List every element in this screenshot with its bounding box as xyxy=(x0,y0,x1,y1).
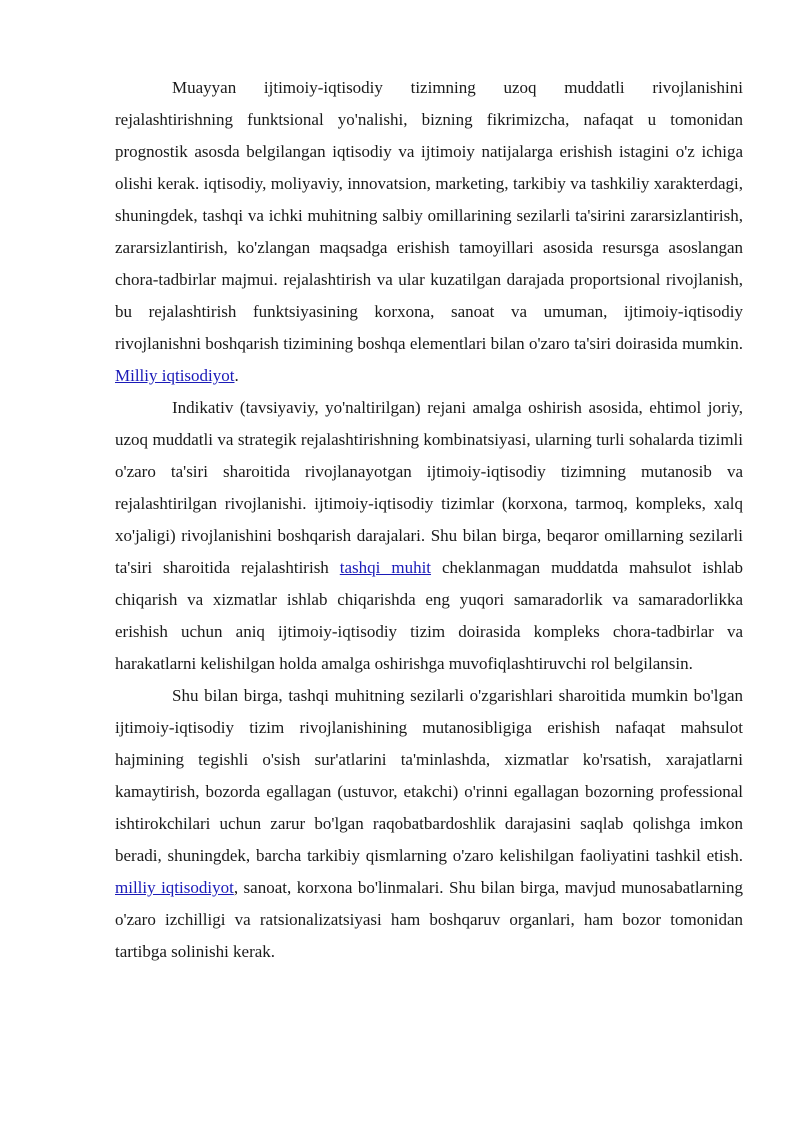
link-milliy-iqtisodiyot-2[interactable]: milliy iqtisodiyot xyxy=(115,878,234,897)
paragraph-2-text-after: cheklanmagan muddatda mahsulot ishlab chiqarish va xizmatlar ishlab chiqarishda eng yuqori samaradorlik va samaradorlikka erishish uchun aniq ijtimoiy-iqtisodiy tizim doirasida kompleks chora-tadbirlar va harakatlarni kelishilgan holda amalga oshirishga muvofiqlashtiruvchi rol belgilansin. xyxy=(115,558,743,673)
paragraph-3 xyxy=(115,680,743,968)
link-tashqi-muhit[interactable]: tashqi muhit xyxy=(339,558,432,577)
document-body xyxy=(115,72,743,968)
paragraph-3-text-before: Shu bilan birga, tashqi muhitning sezilarli o'zgarishlari sharoitida mumkin bo'lgan ijtimoiy-iqtisodiy tizim rivojlanishining mutanosibligiga erishish nafaqat mahsulot hajmining tegishli o'sish sur'atlarini ta'minlashda, xizmatlar ko'rsatish, xarajatlarni kamaytirish, bozorda egallagan (ustuvor, etakchi) o'rinni egallagan bozorning professional ishtirokchilari uchun zarur bo'lgan raqobatbardoshlik darajasini saqlab qolishga imkon beradi, shuningdek, barcha tarkibiy qismlarning o'zaro kelishilgan faoliyatini tashkil etish. xyxy=(115,686,743,865)
paragraph-2-text-before: Indikativ (tavsiyaviy, yo'naltirilgan) rejani amalga oshirish asosida, ehtimol joriy, uzoq muddatli va strategik rejalashtirishning kombinatsiyasi, ularning turli sohalarda tizimli o'zaro ta'siri sharoitida rivojlanayotgan ijtimoiy-iqtisodiy tizimning mutanosib va rejalashtirilgan rivojlanishi. ijtimoiy-iqtisodiy tizimlar (korxona, tarmoq, kompleks, xalq xo'jaligi) rivojlanishini boshqarish darajalari. Shu bilan birga, beqaror omillarning sezilarli ta'siri sharoitida rejalashtirish xyxy=(115,398,743,577)
paragraph-1 xyxy=(115,72,743,392)
paragraph-2 xyxy=(115,392,743,680)
paragraph-3-text-after: , sanoat, korxona bo'linmalari. Shu bilan birga, mavjud munosabatlarning o'zaro izchilligi va ratsionalizatsiyasi ham boshqaruv organlari, ham bozor tomonidan tartibga solinishi kerak. xyxy=(115,878,743,961)
link-milliy-iqtisodiyot-1[interactable]: Milliy iqtisodiyot xyxy=(115,366,235,385)
paragraph-1-text-before: Muayyan ijtimoiy-iqtisodiy tizimning uzoq muddatli rivojlanishini rejalashtirishning funktsional yo'nalishi, bizning fikrimizcha, nafaqat u tomonidan prognostik asosda belgilangan iqtisodiy va ijtimoiy natijalarga erishish istagini o'z ichiga olishi kerak. iqtisodiy, moliyaviy, innovatsion, marketing, tarkibiy va tashkiliy xarakterdagi, shuningdek, tashqi va ichki muhitning salbiy omillarining sezilarli ta'sirini zararsizlantirish, zararsizlantirish, ko'zlangan maqsadga erishish tamoyillari asosida resursga asoslangan chora-tadbirlar majmui. rejalashtirish va ular kuzatilgan darajada proportsional rivojlanish, bu rejalashtirish funktsiyasining korxona, sanoat va umuman, ijtimoiy-iqtisodiy rivojlanishni boshqarish tizimining boshqa elementlari bilan o'zaro ta'siri doirasida mumkin. xyxy=(115,78,743,353)
paragraph-1-text-after: . xyxy=(234,366,239,385)
